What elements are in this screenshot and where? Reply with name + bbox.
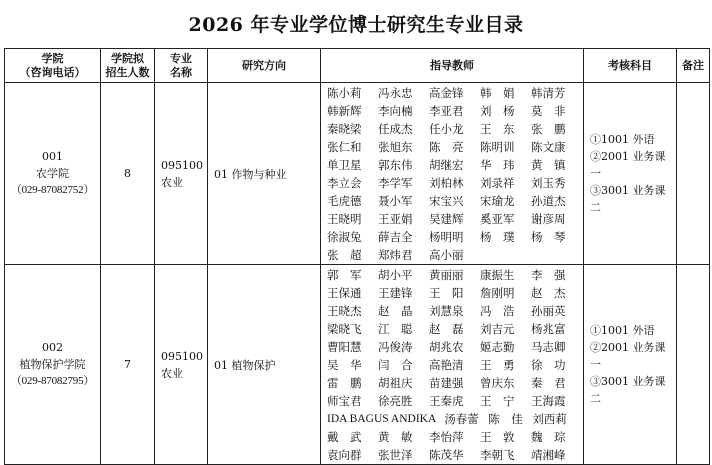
advisor-name: 郭东伟 <box>378 158 413 172</box>
advisor-name: 赵 晶 <box>378 304 413 318</box>
advisor-name: 曹阳慧 <box>327 340 362 354</box>
header-major-label: 专业 <box>170 51 192 65</box>
advisor-name: 陈文康 <box>531 140 566 154</box>
catalog-table <box>4 48 710 465</box>
exam-subject: ①1001 外语 <box>590 324 655 337</box>
advisor-name: 孙丽英 <box>531 304 566 318</box>
advisor-name: 陈小莉 <box>327 86 362 100</box>
table-row <box>5 265 710 465</box>
advisor-name: 王晓明 <box>327 212 362 226</box>
header-remarks: 备注 <box>677 49 710 83</box>
advisor-name: 刘 杨 <box>480 104 515 118</box>
advisor-line <box>327 320 579 338</box>
advisor-name: 黄 敏 <box>378 430 413 444</box>
advisor-name: 刘西莉 <box>532 412 567 426</box>
exam-cell <box>584 83 677 265</box>
advisor-name: 詹刚明 <box>480 286 515 300</box>
advisor-line <box>327 210 579 228</box>
exam-subject: ③3001 业务课二 <box>590 184 666 214</box>
header-college-label: 学院 <box>41 51 64 65</box>
advisor-name: 王 东 <box>480 122 515 136</box>
header-college-sub: （咨询电话） <box>19 65 86 79</box>
advisor-name: 毛虎德 <box>327 194 362 208</box>
advisor-line <box>327 428 579 446</box>
advisor-line <box>327 192 579 210</box>
header-row <box>5 49 710 83</box>
advisor-line <box>327 338 579 356</box>
direction-cell: 01 作物与种业 <box>208 83 321 265</box>
advisor-name: 李学军 <box>378 176 413 190</box>
college-cell <box>5 83 101 265</box>
advisor-name: 吴建辉 <box>429 212 464 226</box>
advisor-name: 陈 亮 <box>429 140 464 154</box>
advisor-name: 徐 功 <box>531 358 566 372</box>
advisor-name: 薛吉全 <box>378 230 413 244</box>
advisor-name: 张 鹏 <box>531 122 566 136</box>
advisor-name: 马志卿 <box>531 340 566 354</box>
advisor-name: 韩 娟 <box>480 86 515 100</box>
exam-subject: ③3001 业务课二 <box>590 375 666 405</box>
advisor-name: 吴 华 <box>327 358 362 372</box>
major-name: 农业 <box>161 175 183 189</box>
major-cell <box>155 83 208 265</box>
advisor-name: 秦晓梁 <box>327 122 362 136</box>
advisor-name: 魏 琮 <box>531 430 566 444</box>
advisor-name: 赵 磊 <box>429 322 464 336</box>
exam-subject: ①1001 外语 <box>590 133 655 146</box>
advisor-name: 任小龙 <box>429 122 464 136</box>
advisor-name: 杨 璞 <box>480 230 515 244</box>
advisor-name: 姬志勤 <box>480 340 515 354</box>
remarks-cell <box>677 265 710 465</box>
advisor-name: 杨兆富 <box>531 322 566 336</box>
page-title: 2026 年专业学位博士研究生专业目录 <box>188 14 524 36</box>
advisor-name: 胡小平 <box>378 268 413 282</box>
advisor-name: 冯永忠 <box>378 86 413 100</box>
advisor-name: 戴 武 <box>327 430 362 444</box>
college-code: 002 <box>42 341 63 354</box>
advisor-name: 康振生 <box>480 268 515 282</box>
advisor-name: 宋瑜龙 <box>480 194 515 208</box>
advisor-name: 陈 佳 <box>488 412 523 426</box>
major-name: 农业 <box>161 366 183 380</box>
remarks-cell <box>677 83 710 265</box>
advisor-name: 张世泽 <box>378 448 413 462</box>
advisor-name: 任成杰 <box>378 122 413 136</box>
header-direction: 研究方向 <box>208 49 321 83</box>
advisor-name: 江 聪 <box>378 322 413 336</box>
header-quota-label: 学院拟 <box>111 51 144 65</box>
advisor-name: 华 玮 <box>480 158 515 172</box>
advisor-name: 莫 非 <box>531 104 566 118</box>
advisor-name: 陈茂华 <box>429 448 464 462</box>
advisor-line <box>327 302 579 320</box>
college-phone: （029-87082752） <box>10 184 95 196</box>
college-code: 001 <box>42 150 63 163</box>
college-name: 农学院 <box>36 167 69 180</box>
advisor-name: 张旭东 <box>378 140 413 154</box>
major-code: 095100 <box>161 158 203 172</box>
advisor-name: 杨 琴 <box>531 230 566 244</box>
advisor-name: 冯 浩 <box>480 304 515 318</box>
advisor-name: 王建锋 <box>378 286 413 300</box>
advisor-name: 曾庆东 <box>480 376 515 390</box>
advisor-name: 冯俊涛 <box>378 340 413 354</box>
advisor-name: 汤春蕾 <box>444 412 479 426</box>
advisor-name: 徐亮胜 <box>378 394 413 408</box>
header-quota-sub: 招生人数 <box>105 65 150 79</box>
advisor-name: 刘吉元 <box>480 322 515 336</box>
advisor-line <box>327 284 579 302</box>
advisor-name: 赵 杰 <box>531 286 566 300</box>
advisor-line <box>327 228 579 246</box>
advisor-name: 张仁和 <box>327 140 362 154</box>
header-exam: 考核科目 <box>584 49 677 83</box>
advisor-line <box>327 102 579 120</box>
advisor-name: 雷 鹏 <box>327 376 362 390</box>
college-phone: （029-87082795） <box>10 375 95 387</box>
advisor-name: 秦 君 <box>531 376 566 390</box>
advisor-name: 李 强 <box>531 268 566 282</box>
header-quota <box>101 49 155 83</box>
advisor-name: 王 宁 <box>480 394 515 408</box>
advisors-cell <box>321 265 584 465</box>
major-cell <box>155 265 208 465</box>
advisor-line <box>327 374 579 392</box>
advisor-name: 陈明训 <box>480 140 515 154</box>
advisor-name: 闫 合 <box>378 358 413 372</box>
table-row <box>5 83 710 265</box>
advisor-name: 王秦虎 <box>429 394 464 408</box>
advisor-line <box>327 446 579 464</box>
exam-subject: ②2001 业务课一 <box>590 150 666 180</box>
quota-cell: 7 <box>101 265 155 465</box>
advisor-name: 刘录祥 <box>480 176 515 190</box>
advisor-name: 王晓杰 <box>327 304 362 318</box>
advisor-name: 郑炜君 <box>378 248 413 262</box>
advisor-line <box>327 84 579 102</box>
advisor-name: 刘玉秀 <box>531 176 566 190</box>
major-code: 095100 <box>161 349 203 363</box>
advisor-name: 郭 军 <box>327 268 362 282</box>
advisor-name: 靖湘峰 <box>531 448 566 462</box>
advisor-name: 韩清芳 <box>531 86 566 100</box>
advisor-line <box>327 410 579 428</box>
advisor-name: 苗建强 <box>429 376 464 390</box>
header-advisors: 指导教师 <box>321 49 584 83</box>
advisor-line <box>327 156 579 174</box>
exam-cell <box>584 265 677 465</box>
advisor-name: 李朝飞 <box>480 448 515 462</box>
advisor-name: 胡祖庆 <box>378 376 413 390</box>
advisor-line <box>327 392 579 410</box>
advisor-name: 韩新辉 <box>327 104 362 118</box>
advisor-name: 谢彦周 <box>531 212 566 226</box>
advisor-name: IDA BAGUS ANDIKA <box>327 413 437 425</box>
advisors-cell <box>321 83 584 265</box>
advisor-name: 胡继宏 <box>429 158 464 172</box>
advisor-name: 王 勇 <box>480 358 515 372</box>
advisor-name: 王 阳 <box>429 286 464 300</box>
advisor-line <box>327 266 579 284</box>
advisor-name: 孙道杰 <box>531 194 566 208</box>
header-college <box>5 49 101 83</box>
direction-cell: 01 植物保护 <box>208 265 321 465</box>
advisor-name: 李亚君 <box>429 104 464 118</box>
advisor-line <box>327 174 579 192</box>
advisor-name: 高金锋 <box>429 86 464 100</box>
advisor-name: 高小丽 <box>429 248 464 262</box>
header-major <box>155 49 208 83</box>
advisor-name: 聂小军 <box>378 194 413 208</box>
advisor-line <box>327 120 579 138</box>
advisor-name: 宋宝兴 <box>429 194 464 208</box>
advisor-name: 王 敦 <box>480 430 515 444</box>
advisor-name: 杨明明 <box>429 230 464 244</box>
advisor-name: 刘柏林 <box>429 176 464 190</box>
header-major-sub: 名称 <box>170 65 192 79</box>
advisor-line <box>327 138 579 156</box>
college-cell <box>5 265 101 465</box>
advisor-name: 师宝君 <box>327 394 362 408</box>
exam-subject: ②2001 业务课一 <box>590 341 666 371</box>
advisor-name: 刘慧泉 <box>429 304 464 318</box>
advisor-name: 张 超 <box>327 248 362 262</box>
advisor-name: 黄 镇 <box>531 158 566 172</box>
advisor-name: 高艳清 <box>429 358 464 372</box>
advisor-name: 李向楠 <box>378 104 413 118</box>
advisor-name: 单卫星 <box>327 158 362 172</box>
college-name: 植物保护学院 <box>19 358 86 371</box>
advisor-name: 梁晓飞 <box>327 322 362 336</box>
advisor-name: 胡兆农 <box>429 340 464 354</box>
advisor-name: 王海霞 <box>531 394 566 408</box>
advisor-name: 奚亚军 <box>480 212 515 226</box>
advisor-name: 袁向群 <box>327 448 362 462</box>
quota-cell: 8 <box>101 83 155 265</box>
advisor-name: 王亚娟 <box>378 212 413 226</box>
advisor-name: 王保通 <box>327 286 362 300</box>
advisor-name: 李立会 <box>327 176 362 190</box>
advisor-name: 徐淑兔 <box>327 230 362 244</box>
advisor-name: 黄丽丽 <box>429 268 464 282</box>
advisor-name: 李怡萍 <box>429 430 464 444</box>
advisor-line <box>327 246 579 264</box>
advisor-line <box>327 356 579 374</box>
